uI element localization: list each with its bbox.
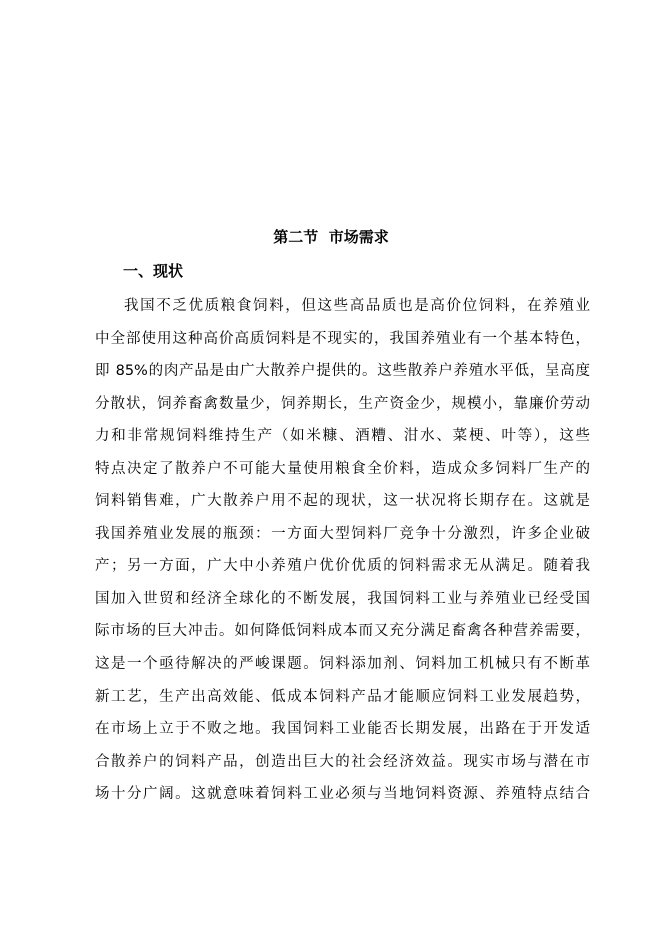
paragraph-line: 新工艺，生产出高效能、低成本饲料产品才能顺应饲料工业发展趋势， xyxy=(95,688,590,705)
paragraph-line: 产；另一方面，广大中小养殖户优价优质的饲料需求无从满足。随着我 xyxy=(95,558,590,575)
paragraph-line: 场十分广阔。这就意味着饲料工业必须与当地饲料资源、养殖特点结合 xyxy=(95,786,590,803)
paragraph-line: 力和非常规饲料维持生产（如米糠、酒糟、泔水、菜梗、叶等），这些 xyxy=(95,428,590,445)
paragraph-line: 这是一个亟待解决的严峻课题。饲料添加剂、饲料加工机械只有不断革 xyxy=(95,656,590,673)
paragraph-line: 在市场上立于不败之地。我国饲料工业能否长期发展，出路在于开发适 xyxy=(95,721,590,738)
paragraph-line: 我国不乏优质粮食饲料，但这些高品质也是高价位饲料，在养殖业 xyxy=(124,298,590,314)
section-title: 第二节 市场需求 xyxy=(273,228,389,246)
subsection-title: 一、现状 xyxy=(123,262,184,280)
body-paragraph xyxy=(95,290,590,811)
paragraph-line: 分散状，饲养畜禽数量少，饲养期长，生产资金少，规模小，靠廉价劳动 xyxy=(95,395,590,412)
paragraph-line: 我国养殖业发展的瓶颈：一方面大型饲料厂竞争十分激烈，许多企业破 xyxy=(95,525,590,542)
paragraph-line: 合散养户的饲料产品，创造出巨大的社会经济效益。现实市场与潜在市 xyxy=(95,753,590,770)
paragraph-line: 即 85%的肉产品是由广大散养户提供的。这些散养户养殖水平低，呈高度 xyxy=(95,363,590,380)
paragraph-line: 特点决定了散养户不可能大量使用粮食全价料，造成众多饲料厂生产的 xyxy=(95,460,590,477)
paragraph-line: 际市场的巨大冲击。如何降低饲料成本而又充分满足畜禽各种营养需要， xyxy=(95,623,590,640)
paragraph-line: 中全部使用这种高价高质饲料是不现实的，我国养殖业有一个基本特色， xyxy=(95,330,590,347)
paragraph-line: 国加入世贸和经济全球化的不断发展，我国饲料工业与养殖业已经受国 xyxy=(95,590,590,607)
paragraph-line: 饲料销售难，广大散养户用不起的现状，这一状况将长期存在。这就是 xyxy=(95,493,590,510)
